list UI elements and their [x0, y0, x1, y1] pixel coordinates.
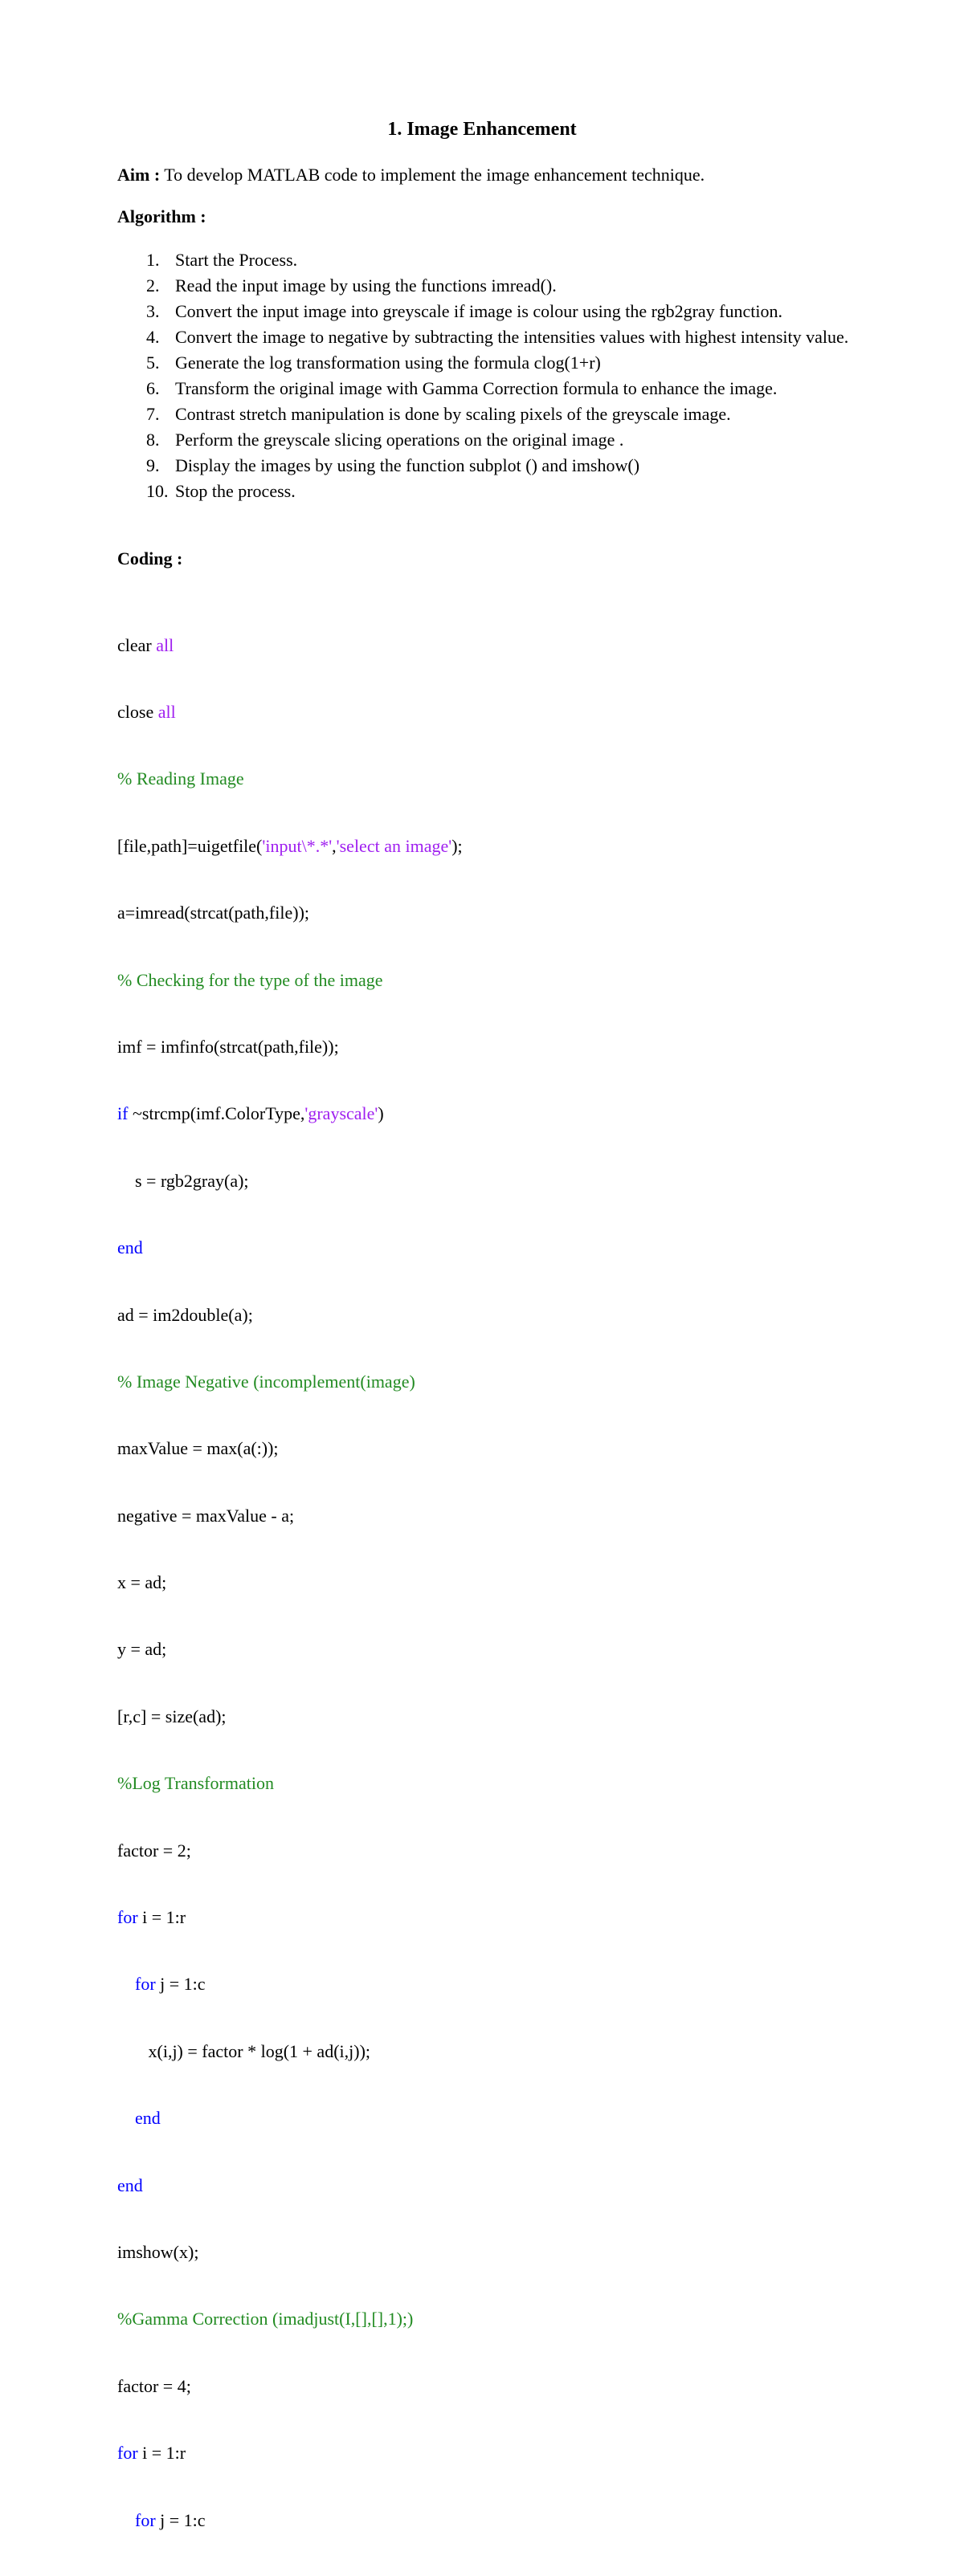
code-line: a=imread(strcat(path,file));	[117, 903, 310, 923]
code-line	[117, 1103, 463, 1125]
coding-heading: Coding :	[117, 548, 183, 569]
step-text: Convert the image to negative by subtracting the intensities values with highest intensity value.	[175, 327, 849, 347]
code-comment: %Gamma Correction (imadjust(I,[],[],1);)	[117, 2309, 414, 2329]
algorithm-step	[117, 273, 864, 299]
code-line: maxValue = max(a(:));	[117, 1438, 279, 1459]
code-text: j = 1:c	[155, 1974, 206, 1995]
code-line: y = ad;	[117, 1639, 167, 1660]
algorithm-step	[117, 427, 864, 453]
aim-paragraph	[117, 164, 705, 186]
code-line: factor = 2;	[117, 1840, 191, 1861]
code-keyword: for	[117, 1974, 156, 1995]
algorithm-step	[117, 299, 864, 324]
step-text: Convert the input image into greyscale if image is colour using the rgb2gray function.	[175, 301, 782, 321]
step-text: Read the input image by using the functions imread().	[175, 275, 557, 296]
code-text: i = 1:r	[137, 1907, 186, 1928]
code-line: x = ad;	[117, 1572, 167, 1593]
code-keyword: if	[117, 1103, 129, 1124]
step-text: Display the images by using the function subplot () and imshow()	[175, 455, 640, 475]
step-number: 7.	[146, 404, 160, 424]
algorithm-step	[117, 350, 864, 376]
step-number: 6.	[146, 378, 160, 398]
code-text: [file,path]=uigetfile(	[117, 835, 263, 856]
algorithm-steps-list	[117, 247, 864, 504]
step-text: Transform the original image with Gamma Correction formula to enhance the image.	[175, 378, 778, 398]
code-line: x(i,j) = factor * log(1 + ad(i,j));	[117, 2040, 371, 2061]
step-number: 4.	[146, 327, 160, 347]
algorithm-heading: Algorithm :	[117, 206, 206, 226]
code-line	[117, 1906, 463, 1929]
step-number: 2.	[146, 275, 160, 296]
aim-label: Aim :	[117, 165, 161, 185]
algorithm-step	[117, 479, 864, 504]
code-keyword: for	[117, 2509, 156, 2530]
code-line	[117, 1973, 463, 1995]
code-text: clear	[117, 634, 157, 655]
aim-text: To develop MATLAB code to implement the image enhancement technique.	[160, 165, 705, 185]
code-keyword: for	[117, 1907, 138, 1928]
code-line: negative = maxValue - a;	[117, 1505, 295, 1526]
code-comment: % Checking for the type of the image	[117, 969, 383, 990]
algorithm-step	[117, 376, 864, 401]
code-string: 'input\*.*'	[262, 835, 333, 856]
step-text: Perform the greyscale slicing operations on the original image .	[175, 430, 624, 450]
code-line	[117, 2442, 463, 2464]
code-text: );	[451, 835, 463, 856]
code-line	[117, 2509, 463, 2532]
code-text: j = 1:c	[155, 2509, 206, 2530]
step-text: Stop the process.	[175, 481, 296, 501]
code-line: ad = im2double(a);	[117, 1304, 253, 1325]
step-number: 3.	[146, 301, 160, 321]
code-keyword: end	[117, 1237, 143, 1258]
code-text: close	[117, 701, 158, 722]
algorithm-step	[117, 324, 864, 350]
algorithm-step	[117, 453, 864, 479]
step-text: Generate the log transformation using the formula clog(1+r)	[175, 353, 601, 373]
code-comment: % Reading Image	[117, 768, 244, 789]
code-string: all	[156, 634, 174, 655]
code-string: 'select an image'	[336, 835, 452, 856]
code-string: all	[157, 701, 176, 722]
code-line	[117, 701, 463, 723]
code-line: imshow(x);	[117, 2241, 199, 2262]
code-line: s = rgb2gray(a);	[117, 1170, 249, 1191]
code-text: i = 1:r	[137, 2443, 186, 2464]
code-text: )	[378, 1103, 384, 1124]
code-text: ~strcmp(imf.ColorType,	[128, 1103, 305, 1124]
code-comment: %Log Transformation	[117, 1773, 274, 1794]
code-line	[117, 835, 463, 858]
code-string: 'grayscale'	[304, 1103, 378, 1124]
code-keyword: end	[117, 2175, 143, 2195]
code-comment: % Image Negative (incomplement(image)	[117, 1371, 415, 1392]
algorithm-step	[117, 247, 864, 273]
code-keyword: for	[117, 2443, 138, 2464]
code-keyword: end	[117, 2108, 161, 2129]
step-number: 8.	[146, 430, 160, 450]
page-title: 1. Image Enhancement	[387, 119, 577, 140]
code-text: ,	[332, 835, 337, 856]
code-line	[117, 634, 463, 657]
step-number: 1.	[146, 250, 160, 270]
step-text: Contrast stretch manipulation is done by scaling pixels of the greyscale image.	[175, 404, 731, 424]
step-number: 9.	[146, 455, 160, 475]
code-block	[117, 589, 463, 2576]
step-number: 5.	[146, 353, 160, 373]
code-line: imf = imfinfo(strcat(path,file));	[117, 1036, 339, 1057]
step-text: Start the Process.	[175, 250, 298, 270]
code-line: [r,c] = size(ad);	[117, 1706, 227, 1726]
code-line: factor = 4;	[117, 2375, 191, 2396]
step-number: 10.	[146, 481, 169, 501]
algorithm-step	[117, 401, 864, 427]
